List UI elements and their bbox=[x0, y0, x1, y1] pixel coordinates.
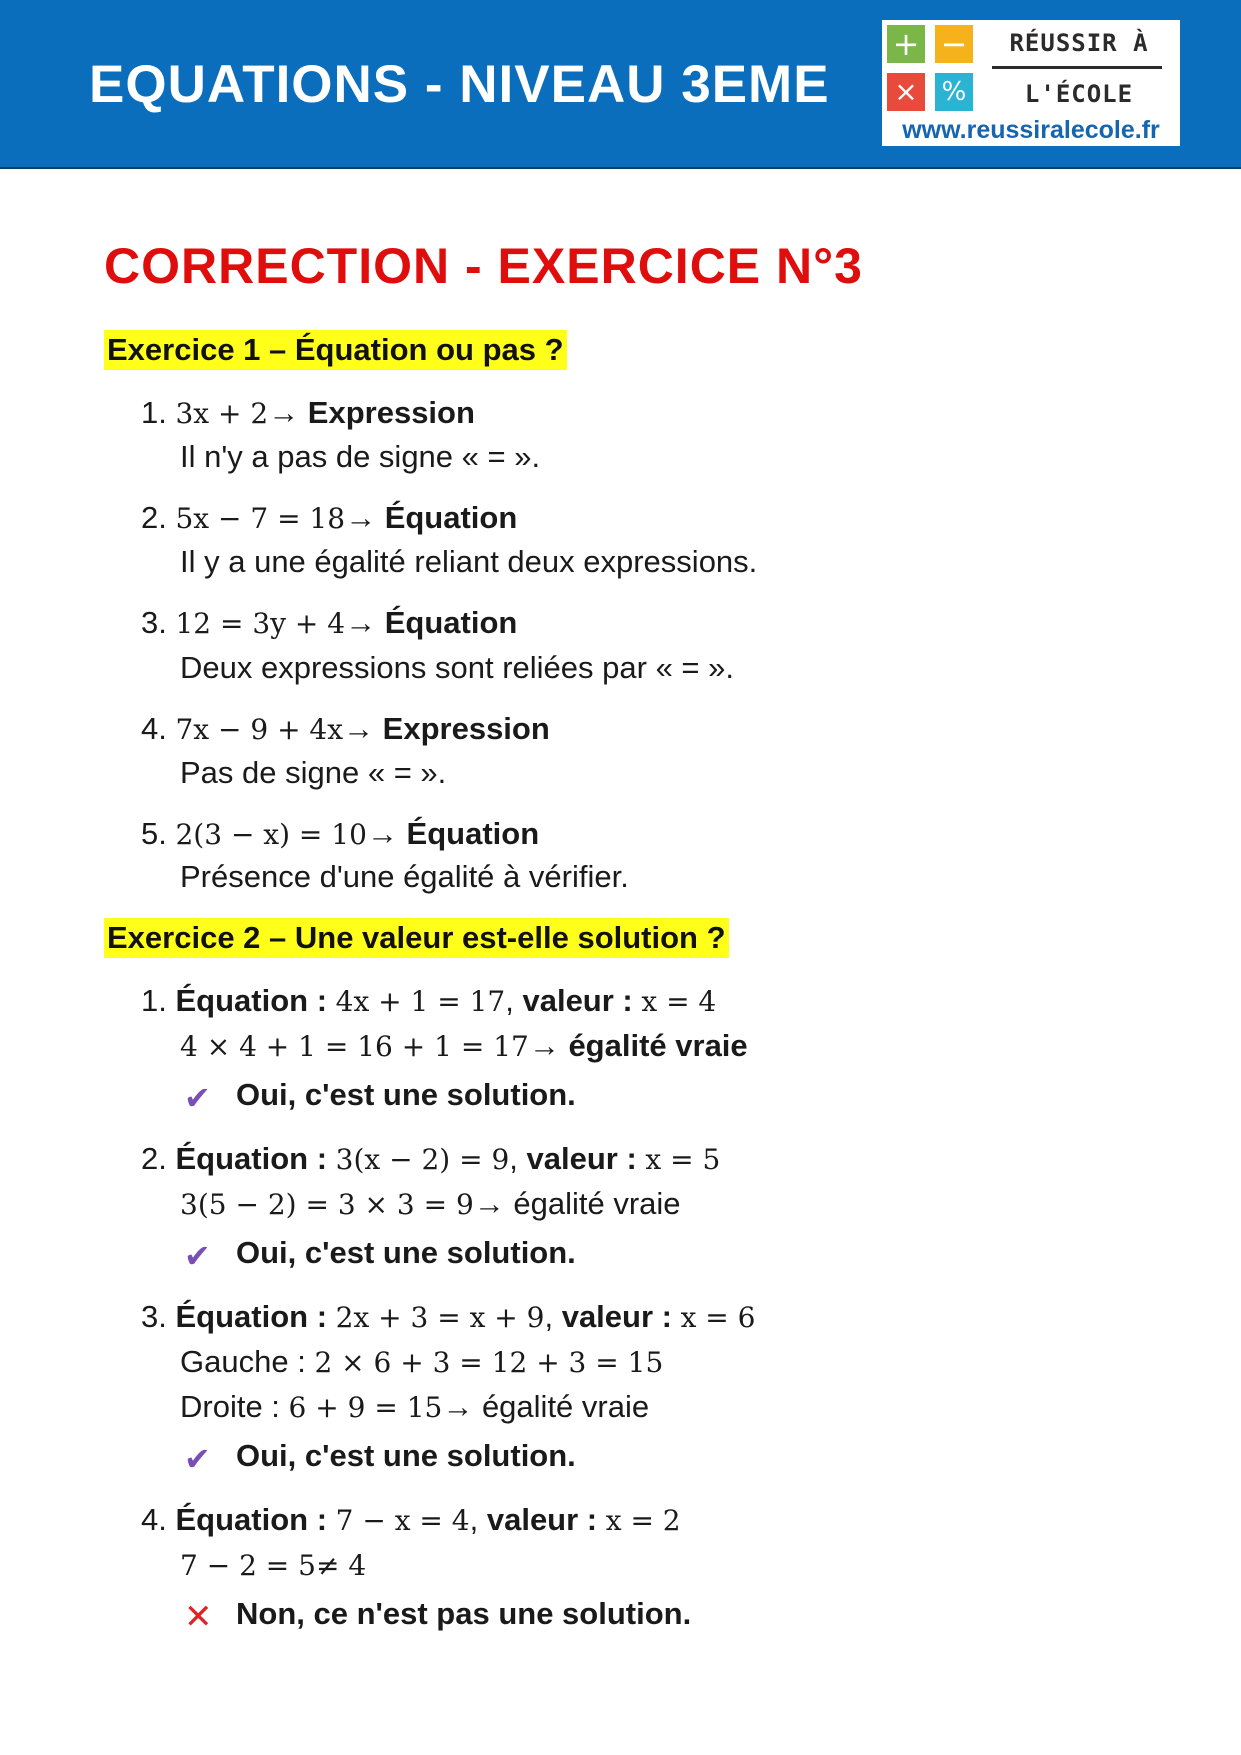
ex2-item-1: 1. Équation : 4x + 1 = 17, valeur : x = 4 bbox=[141, 983, 717, 1018]
calc-label: Gauche : bbox=[180, 1344, 306, 1379]
equation-label: Équation : bbox=[175, 1502, 328, 1537]
value: x = 6 bbox=[680, 1301, 756, 1334]
item-math: 2(3 − x) = 10 bbox=[175, 818, 367, 851]
arrow: → bbox=[345, 500, 377, 535]
ex2-item-4: 4. Équation : 7 − x = 4, valeur : x = 2 bbox=[141, 1502, 681, 1537]
logo-url: www.reussiralecole.fr bbox=[902, 116, 1160, 144]
item-math: 7x − 9 + 4x bbox=[175, 713, 344, 746]
ex1-item-2-explanation: Il y a une égalité reliant deux expressions. bbox=[180, 544, 758, 579]
ex2-item-3-calc-left bbox=[180, 1344, 663, 1381]
value-label: valeur : bbox=[486, 1502, 598, 1537]
value: x = 5 bbox=[645, 1143, 721, 1176]
item-answer: Équation bbox=[384, 605, 518, 640]
ex2-item-3-calc-right bbox=[180, 1389, 649, 1426]
equation: 2x + 3 = x + 9 bbox=[335, 1301, 545, 1334]
ex2-item-2-calc bbox=[180, 1186, 681, 1223]
ex1-item-4 bbox=[141, 711, 550, 748]
ex1-item-5-explanation: Présence d'une égalité à vérifier. bbox=[180, 859, 629, 894]
ex2-item-4-calc bbox=[180, 1547, 366, 1584]
exercise2-heading: Exercice 2 – Une valeur est-elle solution ? bbox=[104, 918, 729, 958]
ex2-item-2-verdict bbox=[180, 1235, 576, 1274]
ex1-item-1 bbox=[141, 395, 475, 432]
multiply-icon: × bbox=[887, 73, 925, 111]
ex2-item-1-verdict bbox=[180, 1077, 576, 1116]
check-icon: ✔ bbox=[184, 1079, 211, 1117]
equation: 4x + 1 = 17 bbox=[335, 985, 506, 1018]
item-number: 1. bbox=[141, 395, 167, 430]
verdict-text: Oui, c'est une solution. bbox=[236, 1438, 576, 1473]
item-math: 3x + 2 bbox=[175, 397, 269, 430]
value: x = 4 bbox=[641, 985, 717, 1018]
percent-icon: % bbox=[935, 73, 973, 111]
exercise1-heading: Exercice 1 – Équation ou pas ? bbox=[104, 330, 567, 370]
calc-suffix: → égalité vraie bbox=[528, 1028, 748, 1063]
calc-suffix: → égalité vraie bbox=[473, 1186, 681, 1221]
ex1-item-5 bbox=[141, 816, 539, 853]
item-number: 2. bbox=[141, 1141, 167, 1176]
logo-text-line1: RÉUSSIR À bbox=[1009, 29, 1149, 57]
logo-text-line2: L'ÉCOLE bbox=[1024, 80, 1134, 108]
item-math: 5x − 7 = 18 bbox=[175, 502, 346, 535]
page-title: CORRECTION - EXERCICE N°3 bbox=[104, 238, 863, 294]
item-answer: Équation bbox=[406, 816, 540, 851]
calculation: 4 × 4 + 1 = 16 + 1 = 17 bbox=[180, 1030, 529, 1063]
header-banner bbox=[0, 0, 1241, 169]
value-label: valeur : bbox=[526, 1141, 637, 1176]
cross-icon: ✕ bbox=[184, 1597, 213, 1637]
arrow: → bbox=[343, 711, 375, 746]
ex1-item-3 bbox=[141, 605, 517, 642]
equation: 3(x − 2) = 9 bbox=[335, 1143, 510, 1176]
header-title: EQUATIONS - NIVEAU 3EME bbox=[89, 55, 830, 114]
plus-icon: + bbox=[887, 25, 925, 63]
check-icon: ✔ bbox=[184, 1440, 211, 1478]
item-number: 3. bbox=[141, 605, 167, 640]
logo-divider bbox=[992, 66, 1162, 69]
calculation: 6 + 9 = 15 bbox=[288, 1391, 443, 1424]
item-number: 2. bbox=[141, 500, 167, 535]
item-number: 4. bbox=[141, 1502, 167, 1537]
item-math: 12 = 3y + 4 bbox=[175, 607, 346, 640]
item-number: 5. bbox=[141, 816, 167, 851]
item-answer: Expression bbox=[382, 711, 550, 746]
value-label: valeur : bbox=[522, 983, 633, 1018]
item-answer: Équation bbox=[384, 500, 518, 535]
verdict-text: Oui, c'est une solution. bbox=[236, 1235, 576, 1270]
ex2-item-1-calc bbox=[180, 1028, 748, 1065]
value-label: valeur : bbox=[561, 1299, 672, 1334]
minus-icon: − bbox=[935, 25, 973, 63]
item-answer: Expression bbox=[307, 395, 475, 430]
ex2-item-2: 2. Équation : 3(x − 2) = 9, valeur : x = 5 bbox=[141, 1141, 721, 1176]
check-icon: ✔ bbox=[184, 1237, 211, 1275]
arrow: → bbox=[366, 816, 398, 851]
equation: 7 − x = 4 bbox=[335, 1504, 470, 1537]
ex2-item-3: 3. Équation : 2x + 3 = x + 9, valeur : x = 6 bbox=[141, 1299, 756, 1334]
ex1-item-1-explanation: Il n'y a pas de signe « = ». bbox=[180, 439, 541, 474]
arrow: → bbox=[268, 395, 300, 430]
equation-label: Équation : bbox=[175, 1299, 328, 1334]
calc-label: Droite : bbox=[180, 1389, 280, 1424]
calculation: 2 × 6 + 3 = 12 + 3 = 15 bbox=[314, 1346, 664, 1379]
ex2-item-3-verdict bbox=[180, 1438, 576, 1477]
ex1-item-3-explanation: Deux expressions sont reliées par « = ». bbox=[180, 650, 734, 685]
item-number: 4. bbox=[141, 711, 167, 746]
item-number: 1. bbox=[141, 983, 167, 1018]
item-number: 3. bbox=[141, 1299, 167, 1334]
calculation: 3(5 − 2) = 3 × 3 = 9 bbox=[180, 1188, 474, 1221]
equation-label: Équation : bbox=[175, 1141, 328, 1176]
verdict-text: Non, ce n'est pas une solution. bbox=[236, 1596, 692, 1631]
ex1-item-2 bbox=[141, 500, 517, 537]
calculation: 7 − 2 = 5≠ 4 bbox=[180, 1549, 367, 1582]
logo bbox=[882, 20, 1180, 146]
value: x = 2 bbox=[605, 1504, 681, 1537]
calc-suffix: → égalité vraie bbox=[442, 1389, 650, 1424]
arrow: → bbox=[345, 605, 377, 640]
ex2-item-4-verdict bbox=[180, 1596, 691, 1635]
verdict-text: Oui, c'est une solution. bbox=[236, 1077, 576, 1112]
equation-label: Équation : bbox=[175, 983, 328, 1018]
ex1-item-4-explanation: Pas de signe « = ». bbox=[180, 755, 447, 790]
